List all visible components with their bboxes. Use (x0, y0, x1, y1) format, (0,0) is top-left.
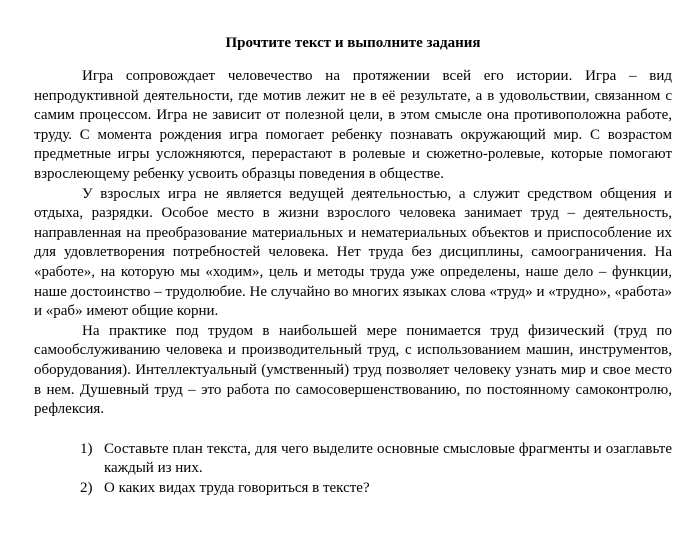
paragraph-2: У взрослых игра не является ведущей деятельностью, а служит средством общения и отдыха, разрядки. Особое место в жизни взрослого человека занимает труд – деятельность, направленная на преобразование материальных и нематериальных объектов и приспособление их для удовлетворения потребностей человека. Нет труда без дисциплины, самоограничения. На «работе», на которую мы «ходим», цель и методы труда уже определены, наше дело – функции, наше достоинство – трудолюбие. Не случайно во многих языках слова «труд» и «трудно», «работа» и «раб» имеют общие корни. (34, 185, 672, 320)
task-number: 2) (80, 479, 93, 496)
task-item-1 (80, 440, 672, 479)
page-title: Прочтите текст и выполните задания (225, 35, 481, 51)
task-text: Составьте план текста, для чего выделите основные смысловые фрагменты и озаглавьте каждый из них. (104, 440, 672, 477)
task-text: О каких видах труда говориться в тексте? (104, 479, 370, 496)
task-number: 1) (80, 440, 93, 457)
paragraph-3: На практике под трудом в наибольшей мере понимается труд физический (труд по самообслуживанию человека и производительный труд, с использованием машин, инструментов, оборудования). Интеллектуальный (умственный) труд позволяет человеку узнать мир и свое место в нем. Душевный труд – это работа по самосовершенствованию, по постоянному самоконтролю, рефлексия. (34, 322, 672, 418)
paragraph-1: Игра сопровождает человечество на протяжении всей его истории. Игра – вид непродуктивной деятельности, где мотив лежит не в её результате, а в удовольствии, связанном с самим процессом. Игра не зависит от полезной цели, в этом смысле она противоположна работе, труду. С момента рождения игра помогает ребенку познавать окружающий мир. С возрастом предметные игры усложняются, перерастают в ролевые и сюжетно-ролевые, которые помогают взрослеющему ребенку усвоить образцы поведения в обществе. (34, 68, 672, 182)
task-list (34, 440, 672, 499)
task-item-2 (80, 479, 672, 499)
